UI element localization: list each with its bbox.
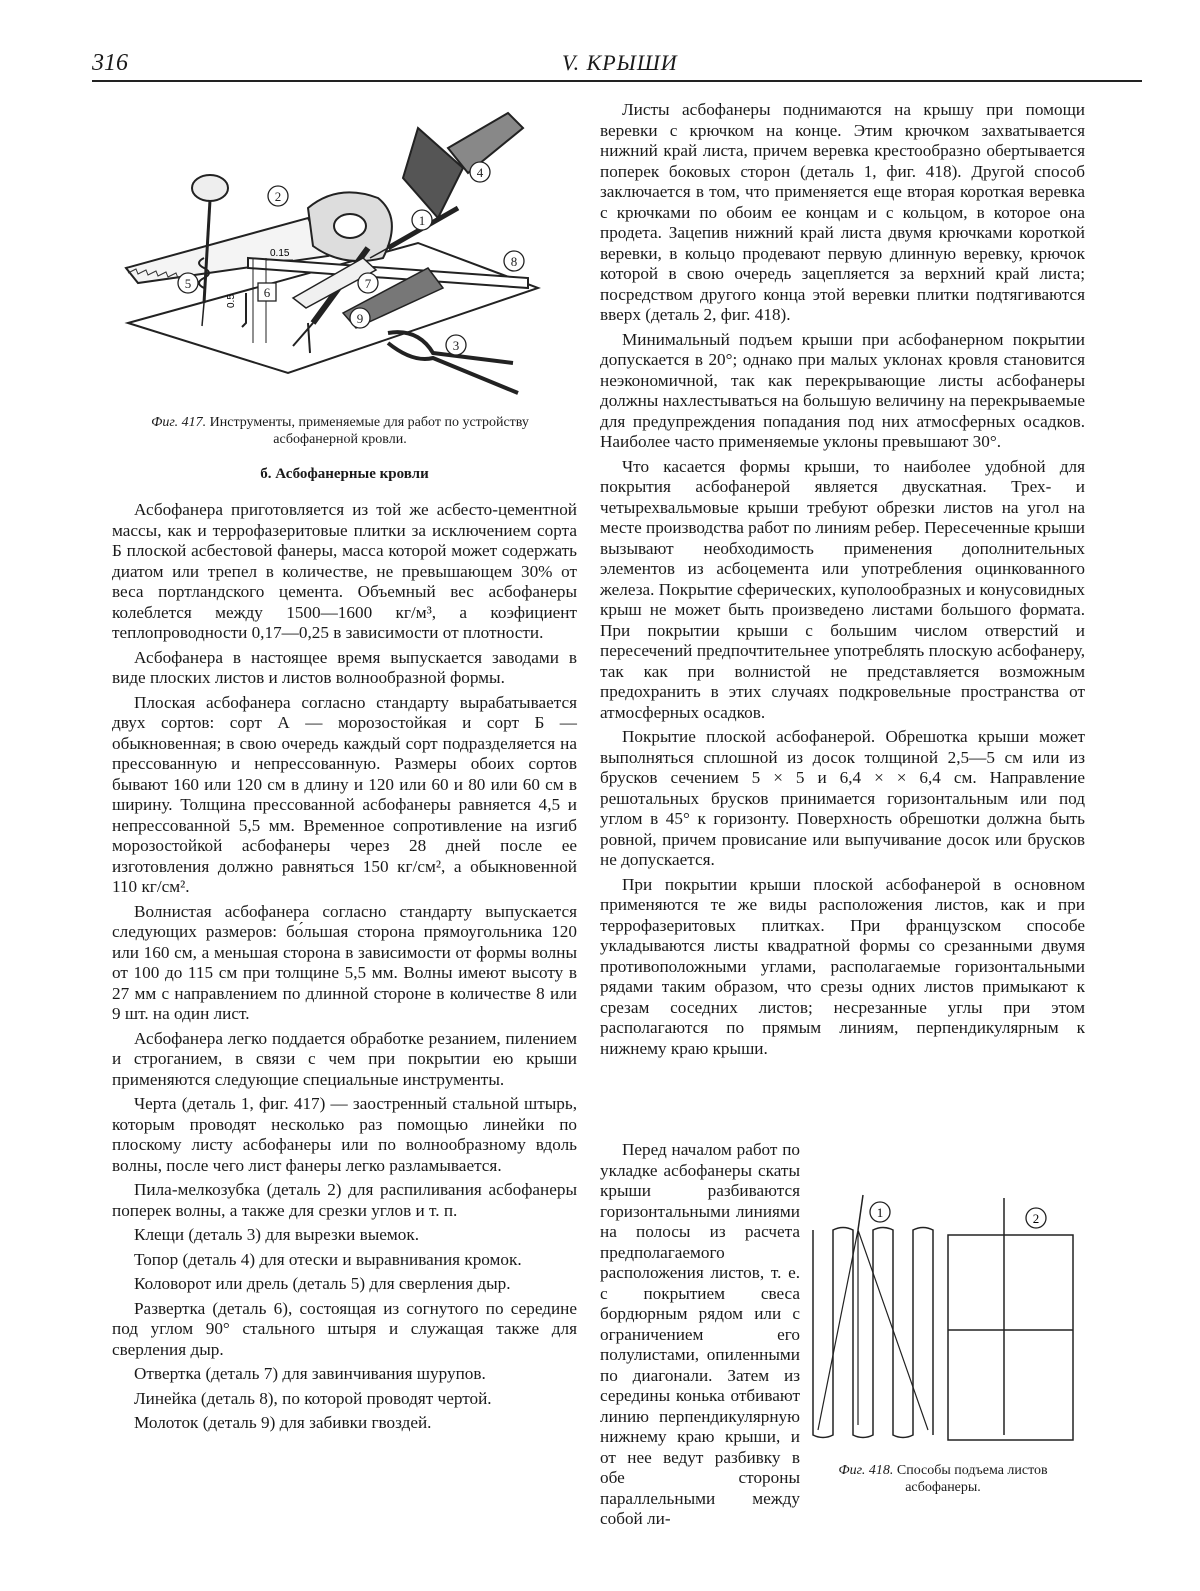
paragraph: Черта (деталь 1, фиг. 417) — заостренный стальной штырь, которым проводят несколько раз помощью линейки по плоскому листу асбофанеры или по волнообразному вдоль волны, после чего лист фанеры легко разламывается.	[112, 1094, 577, 1175]
callout-2: 2	[274, 189, 282, 204]
callout-3: 3	[452, 338, 460, 353]
callout-4: 4	[476, 165, 484, 180]
callout-6: 6	[263, 285, 271, 300]
figure-417-caption-text: Инструменты, применяемые для работ по устройству асбофанерной кровли.	[209, 415, 529, 447]
paragraph: Молоток (деталь 9) для забивки гвоздей.	[134, 1413, 432, 1432]
figure-417-label: Фиг. 417.	[151, 415, 207, 430]
paragraph: Коловорот или дрель (деталь 5) для сверления дыр.	[134, 1274, 511, 1293]
paragraph: При покрытии крыши плоской асбофанерой в основном применяются те же виды расположения листов, как и при террофазеритовых плитках. При французском способе укладываются листы квадратной формы со срезанными двумя противоположными углами, располагаемые горизонтальными рядами таким образом, что срезы одних листов примыкают к срезам соседних листов; несрезанные углы при этом располагаются по прямым линиям, перпендикулярным к нижнему краю крыши.	[600, 874, 1085, 1058]
fig418-callout-2: 2	[1032, 1211, 1040, 1226]
paragraph: Листы асбофанеры поднимаются на крышу при помощи веревки с крючком на конце. Этим крючком захватывается нижний край листа, причем веревка крестообразно обертывается поперек боковых сторон (деталь 1, фиг. 418). Другой способ заключается в том, что применяется еще вторая короткая веревка с крючками по обоим ее концам и с кольцом, в которое она продета. Зацепив нижний край листа двумя крючками короткой веревки, в кольцо продевают первую длинную веревку, крючок которой в свою очередь зацепляется за верхний край листа; посредством другого конца этой веревки плитки подтягиваются вверх (деталь 2, фиг. 418).	[600, 100, 1085, 324]
figure-418-caption	[808, 1462, 1078, 1496]
paragraph: Что касается формы крыши, то наиболее удобной для покрытия асбофанерой является двускатная. Трех- и четырехвальмовые крыши требуют обрезки листов на угол на месте производства работ по линиям ребер. Пересеченные крыши вызывают необходимость применения дополнительных элементов из асбоцемента или употребления оцинкованного железа. Покрытие сферических, куполообразных и конусовидных крыш не может быть произведено листами большого формата. При покрытии крыши с большим числом отверстий и пересечений предпочтительнее употреблять плоскую асбофанеру, так как при волнистой не представляется возможным предохранить в этих случаях подкровельные пространства от атмосферных осадков.	[600, 456, 1086, 722]
figure-418-label: Фиг. 418.	[838, 1463, 894, 1478]
right-column	[600, 100, 1085, 1063]
figure-417-caption	[140, 414, 540, 448]
paragraph: Клещи (деталь 3) для вырезки выемок.	[134, 1225, 419, 1244]
dim-label-015: 0.15	[270, 248, 290, 259]
paragraph: Плоская асбофанера согласно стандарту вырабатывается двух сортов: сорт А — морозостойкая и сорт Б — обыкновенная; в свою очередь каждый сорт подразделяется на прессованную и непрессованную. Размеры обоих сортов бывают 160 или 120 см в длину и 120 или 60 и 80 или 60 см в ширину. Толщина прессованной асбофанеры равняется 4,5 и непрессованной 5,5 мм. Временное сопротивление на изгиб морозостойкой асбофанеры через 28 дней после ее изготовления должно равняться 150 кг/см², а обыкновенной 110 кг/см².	[112, 692, 577, 896]
callout-1: 1	[418, 213, 426, 228]
paragraph: Топор (деталь 4) для отески и выравнивания кромок.	[134, 1249, 522, 1269]
fig418-callout-1: 1	[876, 1205, 884, 1220]
page-number: 316	[92, 50, 128, 76]
paragraph: Асбофанера в настоящее время выпускается заводами в виде плоских листов и листов волнообразной формы.	[112, 647, 577, 687]
callout-7: 7	[364, 276, 372, 291]
left-column	[112, 500, 577, 1438]
paragraph: Покрытие плоской асбофанерой. Обрешотка крыши может выполняться сплошной из досок толщиной 2,5—5 см или из брусков сечением 5 × 5 и 6,4 × × 6,4 см. Направление решотальных брусков принимается горизонтальным или под углом в 45° к горизонту. Поверхность обрешотки должна быть ровной, причем провисание или выпучивание досок или брусков не допускается.	[600, 727, 1085, 869]
figure-417-tools-illustration	[118, 108, 548, 408]
callout-8: 8	[510, 254, 518, 269]
paragraph: Развертка (деталь 6), состоящая из согнутого по середине под углом 90° стального штыря и служащая также для сверления дыр.	[112, 1298, 577, 1359]
paragraph: Волнистая асбофанера согласно стандарту выпускается следующих размеров: бо́льшая сторона прямоугольника 120 или 160 см, а меньшая сторона в зависимости от формы волны от 100 до 115 см при толщине 5,5 мм. Волны имеют высоту в 27 мм с направлением по длинной стороне в количестве 8 или 9 шт. на один лист.	[112, 901, 577, 1023]
header-rule	[92, 80, 1142, 82]
dim-label-05: 0.5	[226, 294, 237, 308]
paragraph: Минимальный подъем крыши при асбофанерном покрытии допускается в 20°; однако при малых уклонах кровля становится неэкономичной, так как перекрывающие листы асбофанеры должны нахлестываться на большую величину на перекрываемые для предупреждения попадания под них атмосферных осадков. Наиболее часто применяемые уклоны превышают 30°.	[600, 329, 1085, 451]
paragraph: Асбофанера легко поддается обработке резанием, пилением и строганием, в связи с чем при покрытии ею крыши применяются следующие специальные инструменты.	[112, 1028, 577, 1089]
figure-418-caption-text: Способы подъема листов асбофанеры.	[896, 1463, 1048, 1495]
paragraph: Асбофанера приготовляется из той же асбесто-цементной массы, как и террофазеритовые плитки за исключением сорта Б плоской асбестовой фанеры, масса которой может содержать диатом или трепел в количестве, не превышающем 30% от веса портландского цемента. Объемный вес асбофанеры колеблется между 1500—1600 кг/м³, а коэфициент теплопроводности 0,17—0,25 в зависимости от плотности.	[112, 500, 577, 642]
paragraph: Отвертка (деталь 7) для завинчивания шурупов.	[134, 1364, 486, 1383]
right-column-narrow	[600, 1140, 800, 1534]
paragraph: Линейка (деталь 8), по которой проводят чертой.	[134, 1388, 492, 1408]
section-heading: б. Асбофанерные кровли	[260, 466, 429, 482]
figure-418-lifting-illustration	[808, 1190, 1078, 1450]
paragraph: Пила-мелкозубка (деталь 2) для распиливания асбофанеры поперек волны, а также для срезки углов и т. п.	[112, 1180, 577, 1220]
callout-5: 5	[184, 276, 192, 291]
callout-9: 9	[356, 311, 364, 326]
paragraph: Перед началом работ по укладке асбофанеры скаты крыши разбиваются горизонтальными линиями на полосы из расчета предполагаемого расположения листов, т. е. с покрытием свеса бордюрным рядом или с ограничением его полулистами, опиленными по диагонали. Затем из середины конька отбивают линию перпендикулярную нижнему краю крыши, и от нее ведут разбивку в обе стороны параллельными между собой ли-	[600, 1140, 800, 1528]
running-title: V. КРЫШИ	[562, 50, 678, 75]
page-header	[92, 50, 1142, 80]
